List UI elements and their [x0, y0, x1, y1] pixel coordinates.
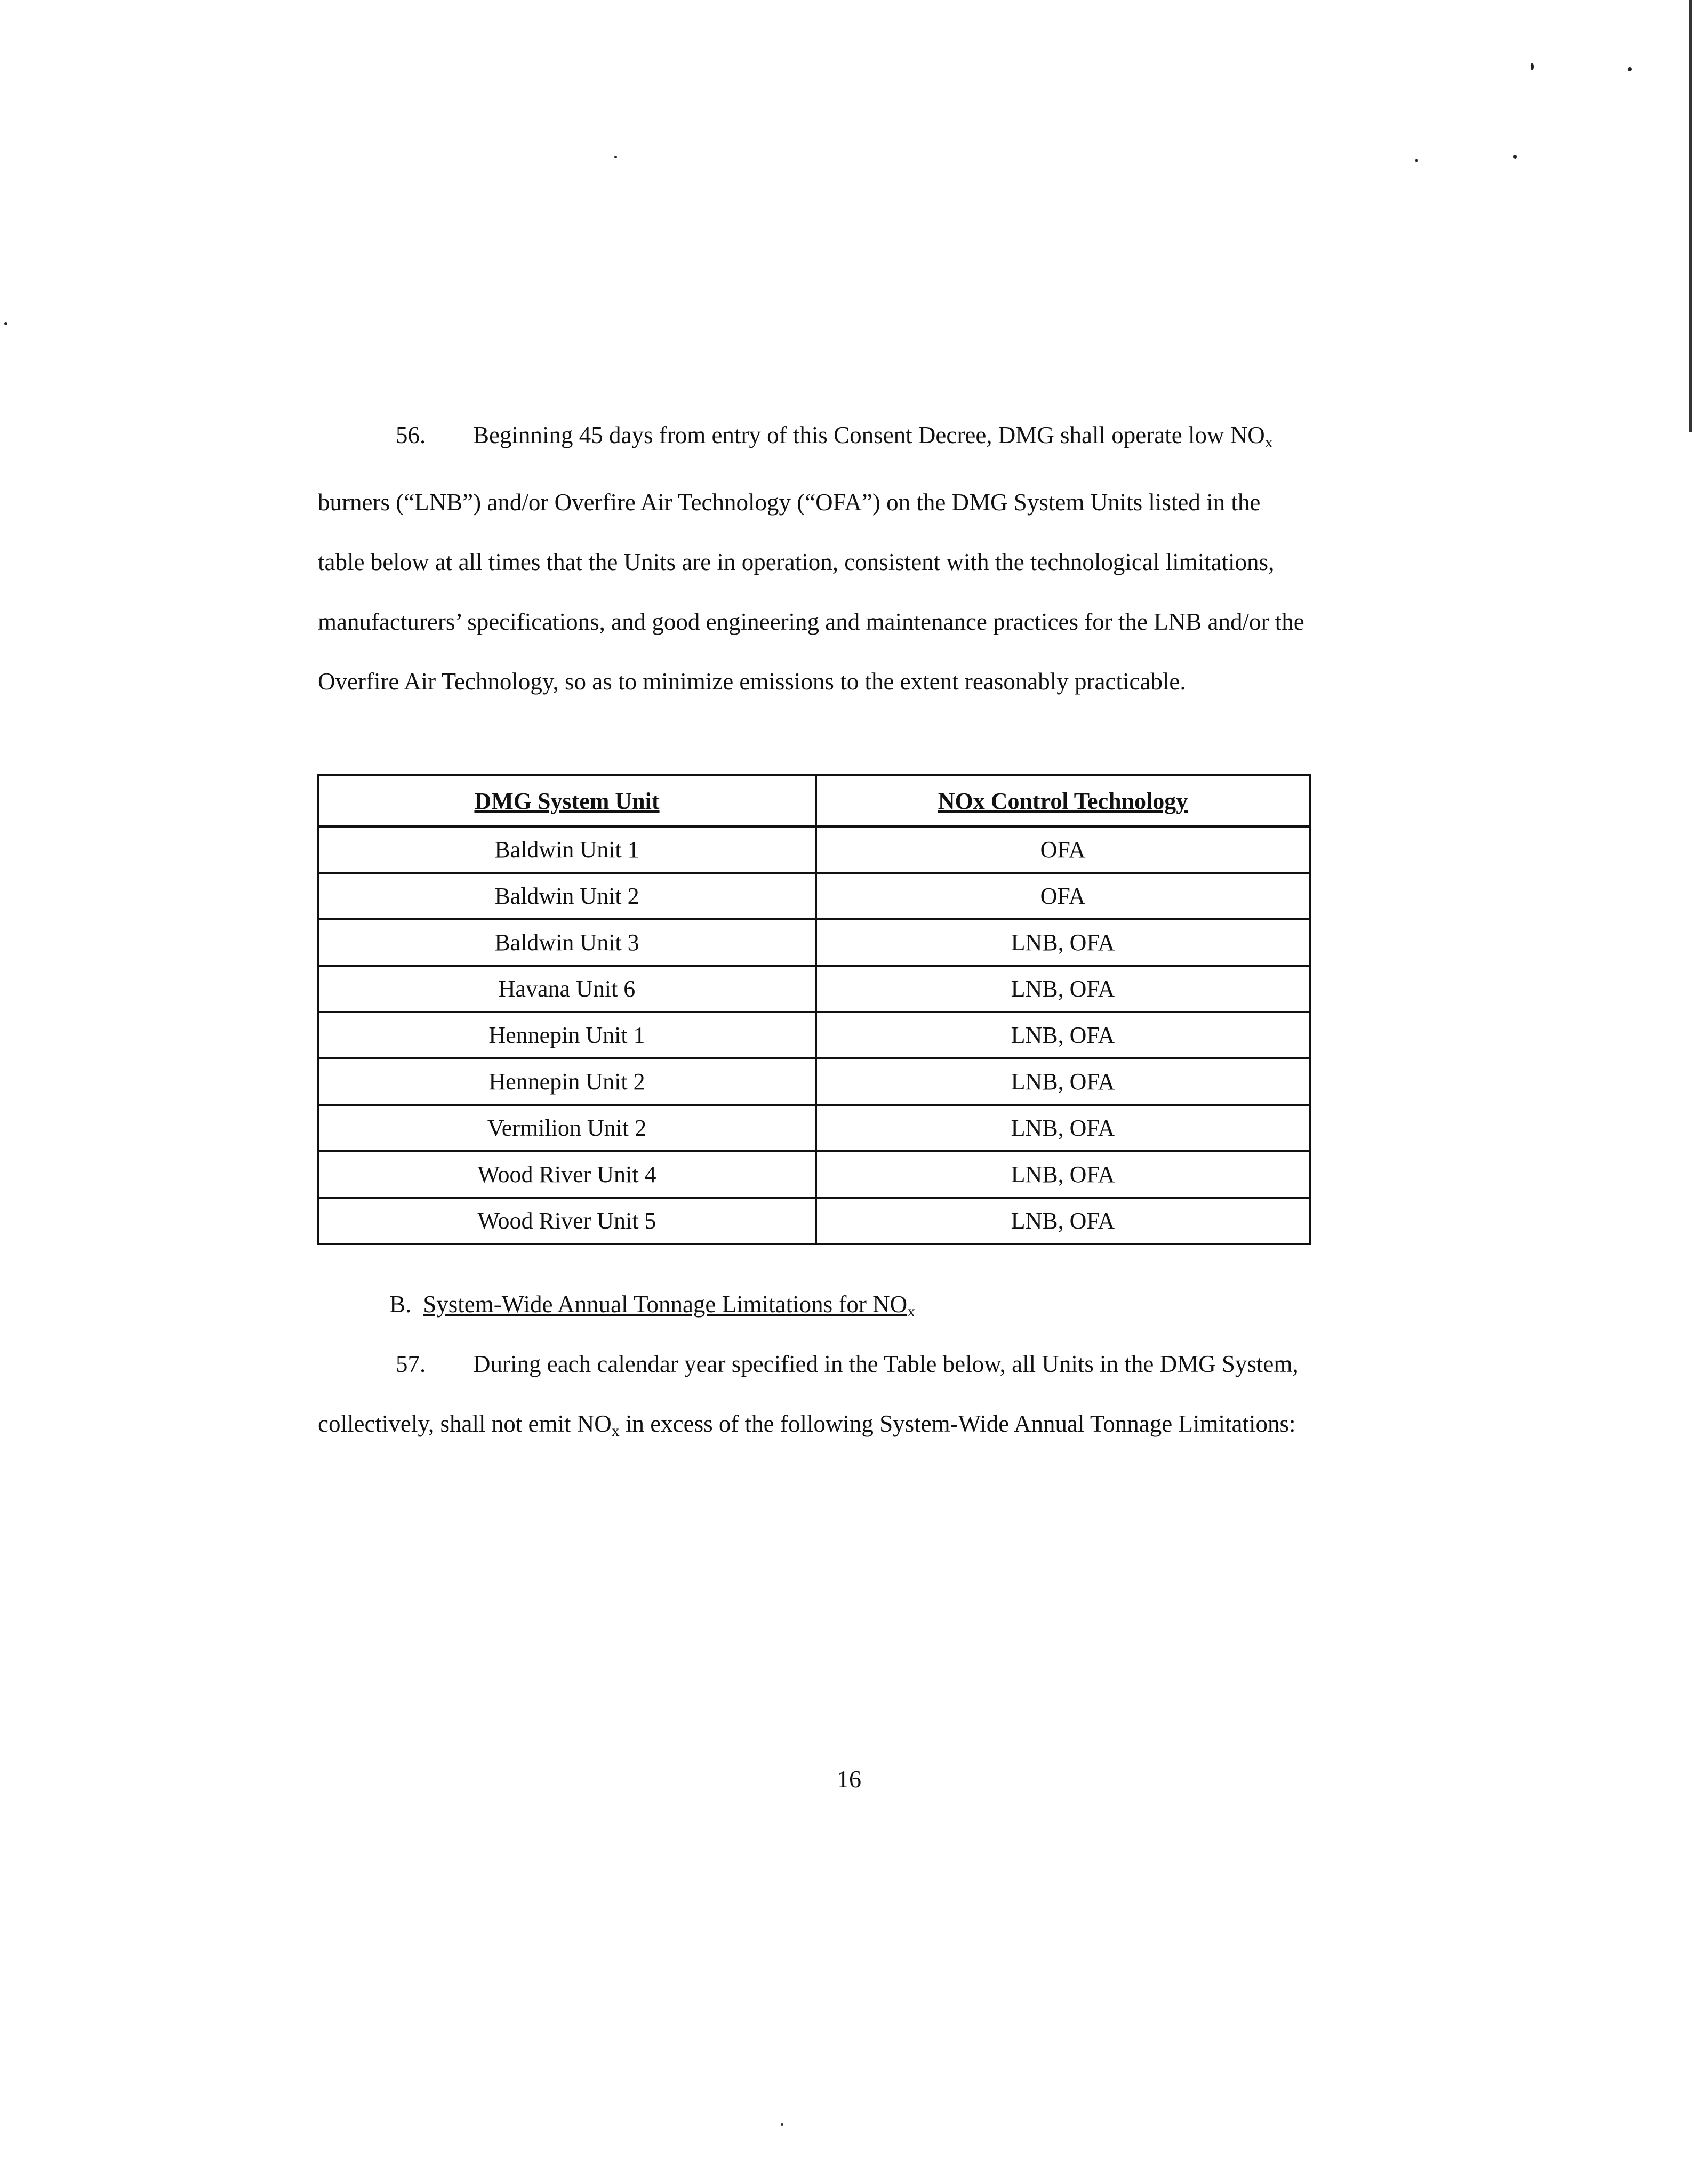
table-row: [318, 1198, 1310, 1244]
page-number: 16: [837, 1765, 861, 1793]
technology-cell: LNB, OFA: [816, 1198, 1310, 1244]
table-row: [318, 1105, 1310, 1151]
paragraph-text-continued: burners (“LNB”) and/or Overfire Air Technology (“OFA”) on the DMG System Units listed in the table below at all times that the Units are in operation, consistent with the technological limitations, manufacturers’ specifications, and good engineering and maintenance practices for the LNB and/or the Overfire Air Technology, so as to minimize emissions to the extent reasonably practicable.: [318, 489, 1304, 695]
technology-cell: LNB, OFA: [816, 1151, 1310, 1198]
column-header-technology: NOx Control Technology: [816, 775, 1310, 826]
technology-cell: LNB, OFA: [816, 919, 1310, 966]
scan-speck: [1415, 159, 1418, 162]
section-title-text: System-Wide Annual Tonnage Limitations for NO: [423, 1291, 908, 1318]
unit-cell: Havana Unit 6: [318, 966, 816, 1012]
unit-cell: Wood River Unit 5: [318, 1198, 816, 1244]
technology-cell: LNB, OFA: [816, 1105, 1310, 1151]
technology-cell: OFA: [816, 873, 1310, 919]
scan-speck: [1628, 67, 1632, 71]
technology-cell: LNB, OFA: [816, 966, 1310, 1012]
table-row: [318, 1058, 1310, 1105]
scan-speck: [1513, 155, 1517, 159]
units-table: [317, 774, 1311, 1245]
technology-cell: LNB, OFA: [816, 1012, 1310, 1058]
unit-cell: Baldwin Unit 2: [318, 873, 816, 919]
paragraph-57: [318, 1334, 1310, 1461]
table-row: [318, 873, 1310, 919]
technology-cell: LNB, OFA: [816, 1058, 1310, 1105]
section-heading: [389, 1290, 915, 1321]
unit-cell: Baldwin Unit 1: [318, 826, 816, 873]
paragraph-text: During each calendar year specified in the Table below, all Units in the DMG System, collectively, shall not emit NO: [318, 1351, 1299, 1437]
subscript-x: x: [907, 1303, 916, 1320]
scan-speck: [614, 156, 617, 158]
unit-cell: Baldwin Unit 3: [318, 919, 816, 966]
unit-cell: Wood River Unit 4: [318, 1151, 816, 1198]
scan-speck: [781, 2123, 783, 2126]
table-row: [318, 1012, 1310, 1058]
table-row: [318, 966, 1310, 1012]
table-row: [318, 826, 1310, 873]
unit-cell: Vermilion Unit 2: [318, 1105, 816, 1151]
paragraph-number: 57.: [396, 1351, 426, 1377]
section-letter: B.: [389, 1291, 412, 1318]
scan-edge-line: [1689, 0, 1692, 432]
subscript-x: x: [611, 1422, 620, 1440]
paragraph-number: 56.: [396, 422, 426, 448]
technology-cell: OFA: [816, 826, 1310, 873]
section-title: [423, 1291, 915, 1318]
column-header-unit: DMG System Unit: [318, 775, 816, 826]
scan-speck: [1531, 63, 1534, 70]
scan-speck: [4, 322, 7, 325]
table-row: [318, 919, 1310, 966]
table-header-row: [318, 775, 1310, 826]
subscript-x: x: [1264, 433, 1273, 451]
unit-cell: Hennepin Unit 1: [318, 1012, 816, 1058]
paragraph-56: [318, 405, 1310, 711]
unit-cell: Hennepin Unit 2: [318, 1058, 816, 1105]
paragraph-text-continued: in excess of the following System-Wide Annual Tonnage Limitations:: [619, 1410, 1296, 1437]
paragraph-text: Beginning 45 days from entry of this Consent Decree, DMG shall operate low NO: [473, 422, 1265, 448]
table-row: [318, 1151, 1310, 1198]
